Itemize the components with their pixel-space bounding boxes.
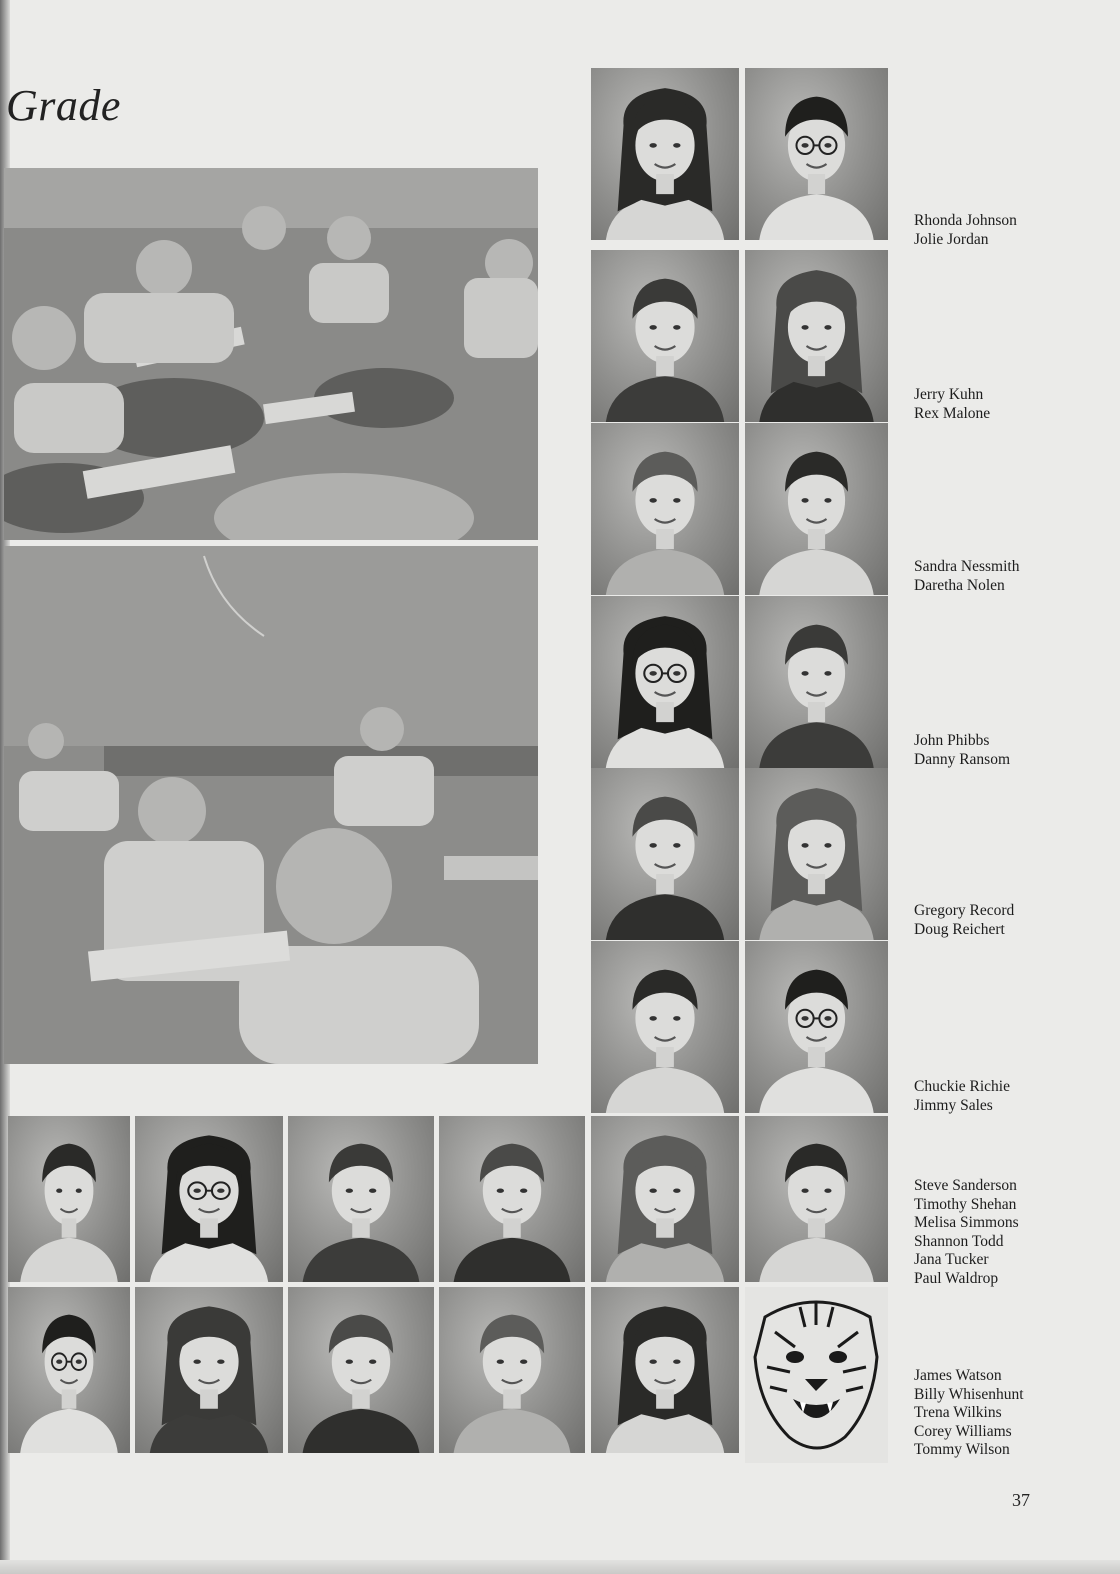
student-portrait (591, 68, 739, 240)
student-name: Paul Waldrop (914, 1269, 999, 1287)
student-portrait-icon (288, 1287, 434, 1453)
student-name: Doug Reichert (914, 920, 1005, 938)
student-portrait (288, 1116, 434, 1282)
student-name: Rex Malone (914, 404, 991, 422)
student-portrait-icon (8, 1116, 130, 1282)
student-portrait-icon (591, 941, 739, 1113)
student-name: Tommy Wilson (914, 1441, 1010, 1458)
student-name: John Phibbs (914, 732, 990, 749)
student-portrait-icon (745, 423, 888, 595)
name-list (914, 1078, 1010, 1115)
tiger-mascot-icon (745, 1287, 888, 1463)
classroom-photo-bottom (4, 546, 538, 1064)
student-portrait (591, 1287, 739, 1453)
student-portrait-icon (8, 1287, 130, 1453)
student-name: Daretha Nolen (914, 576, 1005, 594)
student-portrait-icon (591, 596, 739, 768)
student-name: Jana Tucker (914, 1251, 989, 1268)
student-portrait-icon (439, 1287, 585, 1453)
student-portrait (745, 423, 888, 595)
student-name: Sandra Nessmith (914, 558, 1020, 575)
student-name: Rhonda Johnson (914, 212, 1017, 229)
student-name: Billy Whisenhunt (914, 1385, 1024, 1403)
student-portrait (745, 1116, 888, 1282)
student-name: Steve Sanderson (914, 1177, 1017, 1194)
name-list (914, 386, 990, 423)
student-portrait (591, 250, 739, 422)
student-portrait-icon (745, 68, 888, 240)
page-number: 37 (1012, 1490, 1030, 1510)
student-name: Melisa Simmons (914, 1214, 1019, 1231)
student-portrait-icon (135, 1287, 283, 1453)
student-portrait (745, 250, 888, 422)
student-name: Timothy Shehan (914, 1195, 1017, 1213)
classroom-photo-top (4, 168, 538, 540)
student-name: Danny Ransom (914, 750, 1011, 768)
student-portrait (439, 1287, 585, 1453)
tiger-emblem (745, 1287, 888, 1463)
student-portrait-icon (745, 941, 888, 1113)
student-portrait-icon (439, 1116, 585, 1282)
student-name: Corey Williams (914, 1422, 1012, 1440)
student-portrait-icon (591, 250, 739, 422)
student-name: Jolie Jordan (914, 230, 989, 248)
student-name: Jimmy Sales (914, 1096, 993, 1114)
name-list (914, 1367, 1024, 1460)
student-portrait-icon (591, 423, 739, 595)
student-name: Chuckie Richie (914, 1078, 1010, 1095)
name-list (914, 558, 1019, 595)
name-list (914, 902, 1014, 939)
student-portrait-icon (745, 596, 888, 768)
student-portrait-icon (591, 1287, 739, 1453)
student-portrait-icon (288, 1116, 434, 1282)
student-portrait-icon (745, 1116, 888, 1282)
student-portrait (591, 1116, 739, 1282)
classroom-photo-icon (4, 168, 538, 540)
student-portrait (591, 596, 739, 768)
student-portrait (745, 768, 888, 940)
student-name: Trena Wilkins (914, 1404, 1002, 1421)
name-list (914, 732, 1010, 769)
student-portrait (439, 1116, 585, 1282)
student-portrait-icon (591, 68, 739, 240)
student-portrait (591, 941, 739, 1113)
student-portrait (745, 68, 888, 240)
student-name: Jerry Kuhn (914, 386, 984, 403)
student-name: Shannon Todd (914, 1232, 1004, 1250)
classroom-photo-icon (4, 546, 538, 1064)
student-portrait (135, 1116, 283, 1282)
student-portrait-icon (591, 768, 739, 940)
student-portrait (8, 1287, 130, 1453)
student-name: Gregory Record (914, 902, 1015, 919)
student-name: James Watson (914, 1367, 1002, 1384)
name-list (914, 1177, 1019, 1288)
name-list (914, 212, 1017, 249)
student-portrait (8, 1116, 130, 1282)
page-bottom-edge (0, 1560, 1120, 1574)
student-portrait-icon (745, 768, 888, 940)
student-portrait (745, 941, 888, 1113)
student-portrait-icon (745, 250, 888, 422)
student-portrait-icon (591, 1116, 739, 1282)
student-portrait (135, 1287, 283, 1453)
page-title: Grade (6, 81, 121, 130)
student-portrait (288, 1287, 434, 1453)
student-portrait-icon (135, 1116, 283, 1282)
student-portrait (745, 596, 888, 768)
student-portrait (591, 423, 739, 595)
student-portrait (591, 768, 739, 940)
